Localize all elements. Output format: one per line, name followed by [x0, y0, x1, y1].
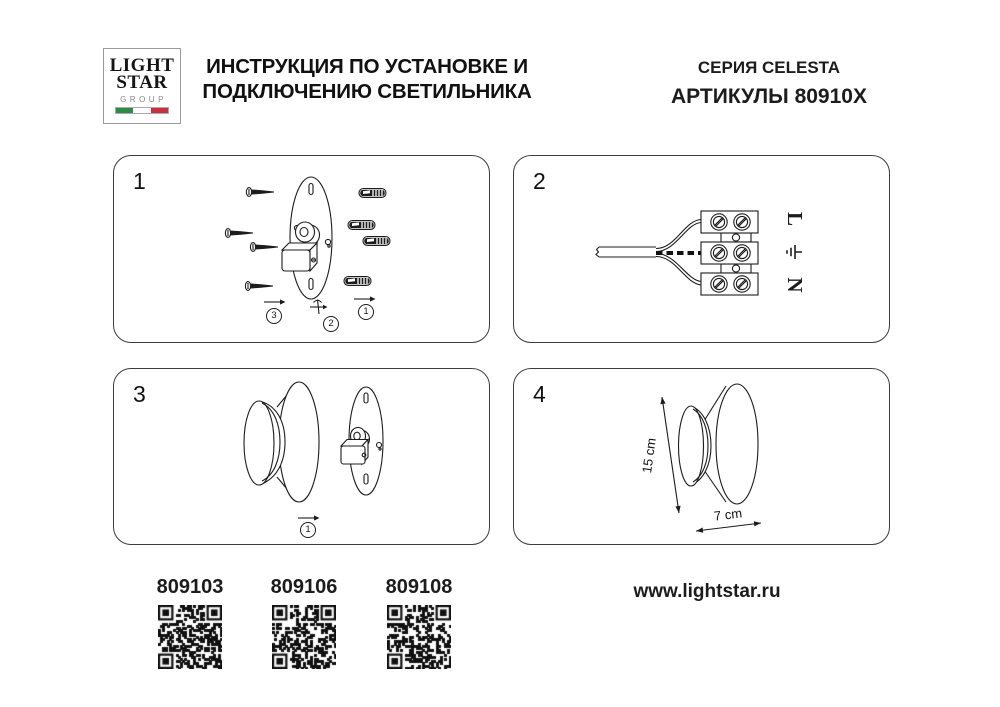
live-label: L	[783, 211, 808, 226]
dimensions-diagram	[514, 369, 889, 544]
dowel-icon	[344, 189, 390, 286]
earth-icon	[783, 242, 803, 262]
wiring-diagram	[514, 156, 889, 342]
step-1-badge: 1	[358, 304, 374, 320]
step-2-badge: 2	[323, 316, 339, 332]
flag-red	[151, 108, 168, 113]
terminal-box	[341, 440, 368, 465]
qr-code	[387, 605, 451, 669]
height-dimension-arrow	[660, 397, 680, 513]
flag-white	[133, 108, 150, 113]
qr-code	[158, 605, 222, 669]
panel-step-4-dimensions	[513, 368, 890, 545]
website-url: www.lightstar.ru	[633, 581, 781, 602]
step-arrow-icon	[298, 515, 320, 520]
logo-text-light: LIGHT	[109, 55, 175, 77]
article-code: 809108	[385, 576, 453, 598]
lightstar-logo	[103, 48, 181, 124]
italian-flag-icon	[115, 107, 169, 114]
flag-green	[116, 108, 133, 113]
page-title-line1: ИНСТРУКЦИЯ ПО УСТАНОВКЕ И	[206, 55, 528, 78]
series-name: СЕРИЯ CELESTA	[697, 58, 841, 77]
qr-code	[272, 605, 336, 669]
screw-icon	[225, 188, 278, 291]
terminal-block	[701, 211, 758, 295]
step-3-badge: 3	[266, 308, 282, 324]
neutral-label: N	[783, 277, 808, 293]
lamp-figure	[679, 384, 759, 504]
panel-number: 2	[533, 168, 546, 194]
supply-cable	[596, 220, 702, 286]
step-1-badge: 1	[300, 522, 316, 538]
panel-number: 4	[533, 381, 546, 407]
articles-heading: АРТИКУЛЫ 80910X	[671, 85, 867, 108]
panel-number: 1	[133, 168, 146, 194]
panel-step-2-wiring	[513, 155, 890, 343]
width-dimension-arrow	[696, 521, 761, 532]
attach-diagram	[114, 369, 489, 544]
series-block	[619, 58, 919, 109]
width-dimension-label: 7 cm	[713, 505, 743, 524]
article-code: 809106	[270, 576, 338, 598]
lamp-figure	[244, 382, 319, 502]
height-dimension-label: 15 cm	[639, 436, 659, 475]
terminal-box	[282, 243, 317, 271]
page-title	[200, 55, 534, 104]
article-code: 809103	[156, 576, 224, 598]
panel-step-1-mounting	[113, 155, 490, 343]
mounting-diagram	[114, 156, 489, 342]
page-title-line2: ПОДКЛЮЧЕНИЮ СВЕТИЛЬНИКА	[202, 79, 532, 103]
logo-text-group: GROUP	[120, 94, 167, 104]
panel-step-3-attach	[113, 368, 490, 545]
panel-number: 3	[133, 381, 146, 407]
logo-text-star: STAR	[116, 72, 168, 93]
